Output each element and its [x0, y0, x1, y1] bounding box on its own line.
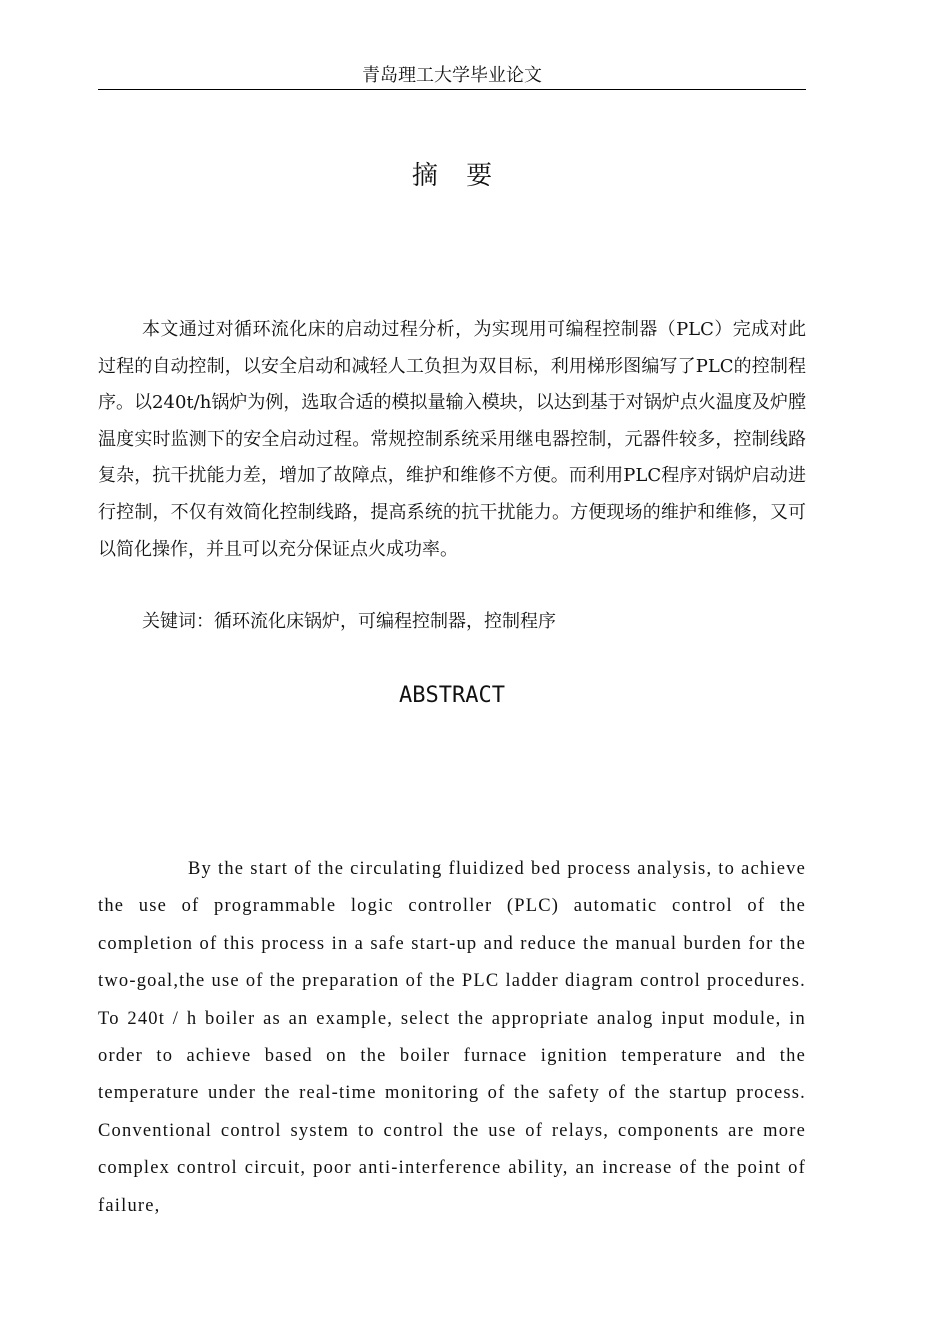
english-abstract-body: By the start of the circulating fluidized bed process analysis, to achieve the use of programmable logic controller (PLC) automatic control of the completion of this process in a safe start-up and reduce the manual burden for the two-goal,the use of the preparation of the PLC ladder diagram control procedures. To 240t / h boiler as an example, select the appropriate analog input module, in order to achieve based on the boiler furnace ignition temperature and the temperature under the real-time monitoring of the safety of the startup process. Conventional control system to control the use of relays, components are more complex control circuit, poor anti-interference ability, an increase of the point of failure,	[98, 859, 806, 1216]
running-header: 青岛理工大学毕业论文	[362, 65, 542, 86]
chinese-abstract-title: 摘 要	[411, 161, 503, 191]
english-abstract-title: ABSTRACT	[399, 683, 505, 708]
header-divider	[98, 89, 806, 90]
chinese-keywords: 关键词：循环流化床锅炉，可编程控制器，控制程序	[142, 611, 556, 632]
chinese-abstract-body: 本文通过对循环流化床的启动过程分析，为实现用可编程控制器（PLC）完成对此过程的自动控制，以安全启动和减轻人工负担为双目标，利用梯形图编写了PLC的控制程序。以240t/h锅炉为例，选取合适的模拟量输入模块，以达到基于对锅炉点火温度及炉膛温度实时监测下的安全启动过程。常规控制系统采用继电器控制，元器件较多，控制线路复杂，抗干扰能力差，增加了故障点，维护和维修不方便。而利用PLC程序对锅炉启动进行控制，不仅有效简化控制线路，提高系统的抗干扰能力。方便现场的维护和维修，又可以简化操作，并且可以充分保证点火成功率。	[98, 319, 806, 560]
